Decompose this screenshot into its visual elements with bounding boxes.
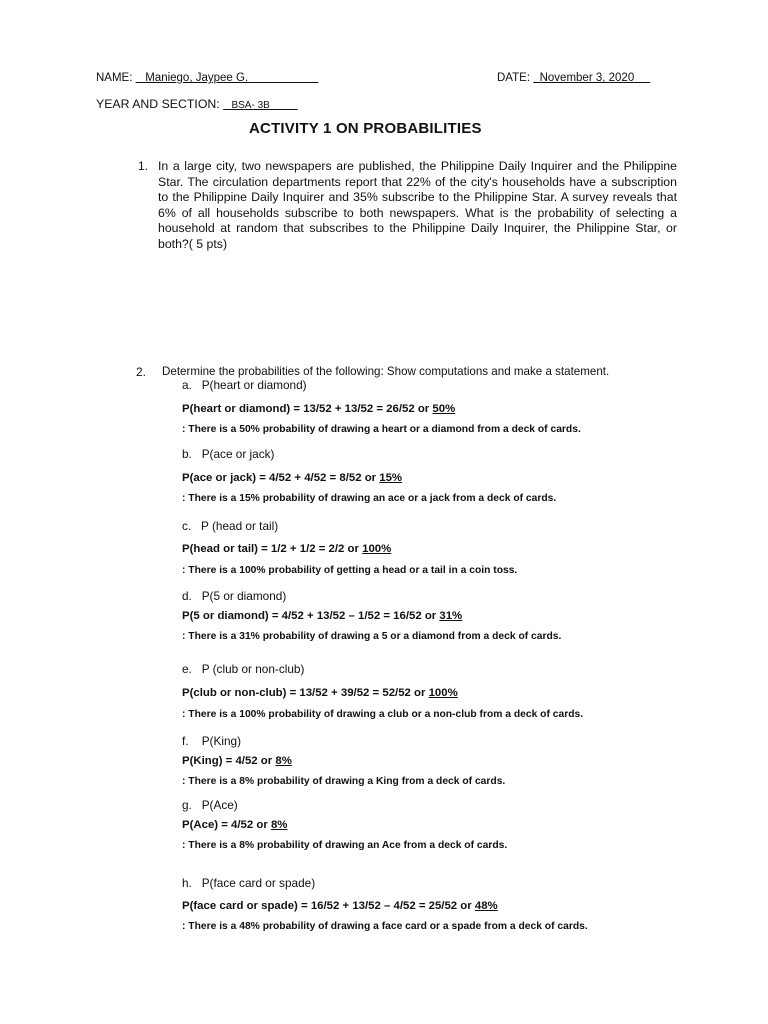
item-h-answer: 48%	[474, 900, 498, 912]
item-b-answer: 15%	[379, 472, 403, 484]
year-label: YEAR AND SECTION:	[96, 97, 220, 111]
name-value: Maniego, Jaypee G.	[145, 72, 249, 84]
item-c-answer: 100%	[362, 543, 392, 555]
item-g-statement: : There is a 8% probability of drawing an Ace from a deck of cards.	[182, 840, 508, 851]
item-d-label: d. P(5 or diamond)	[182, 589, 287, 603]
item-a-equation: P(heart or diamond) = 13/52 + 13/52 = 26/52 or 50%	[182, 403, 456, 415]
q2-intro: Determine the probabilities of the following: Show computations and make a statement.	[162, 365, 610, 378]
item-c-statement: : There is a 100% probability of getting a head or a tail in a coin toss.	[182, 565, 518, 576]
item-e-label: e. P (club or non-club)	[182, 662, 305, 676]
item-f-equation: P(King) = 4/52 or 8%	[182, 755, 292, 767]
item-g-equation: P(Ace) = 4/52 or 8%	[182, 819, 288, 831]
date-value: November 3, 2020	[539, 72, 635, 84]
item-b-equation: P(ace or jack) = 4/52 + 4/52 = 8/52 or 15%	[182, 472, 403, 484]
item-d-answer: 31%	[439, 610, 463, 622]
q1-number: 1.	[138, 159, 149, 173]
item-h-statement: : There is a 48% probability of drawing a face card or a spade from a deck of cards.	[182, 921, 588, 932]
item-c-equation: P(head or tail) = 1/2 + 1/2 = 2/2 or 100%	[182, 543, 392, 555]
item-f-label: f. P(King)	[182, 734, 242, 748]
name-label: NAME:	[96, 72, 133, 84]
date-label: DATE:	[497, 72, 531, 84]
item-a-answer: 50%	[432, 403, 456, 415]
item-e-equation: P(club or non-club) = 13/52 + 39/52 = 52/52 or 100%	[182, 687, 458, 699]
item-c-label: c. P (head or tail)	[182, 519, 279, 533]
item-b-label: b. P(ace or jack)	[182, 447, 275, 461]
name-line	[96, 72, 318, 84]
item-d-equation: P(5 or diamond) = 4/52 + 13/52 – 1/52 = 16/52 or 31%	[182, 610, 463, 622]
year-value: BSA- 3B	[231, 100, 270, 111]
page-title: ACTIVITY 1 ON PROBABILITIES	[249, 120, 482, 137]
item-f-answer: 8%	[275, 755, 292, 767]
item-h-equation: P(face card or spade) = 16/52 + 13/52 – 4/52 = 25/52 or 48%	[182, 900, 498, 912]
year-section-line	[96, 97, 298, 111]
q1-text: In a large city, two newspapers are published, the Philippine Daily Inquirer and the Philippine Star. The circulation departments report that 22% of the city's households have a subscription to the Philippine Daily Inquirer and 35% subscribe to the Philippine Star. A survey reveals that 6% of all households subscribe to both newspapers. What is the probability of selecting a household at random that subscribes to the Philippine Daily Inquirer, the Philippine Star, or both?( 5 pts)	[158, 159, 677, 251]
item-e-answer: 100%	[428, 687, 458, 699]
item-g-answer: 8%	[270, 819, 288, 831]
item-d-statement: : There is a 31% probability of drawing a 5 or a diamond from a deck of cards.	[182, 631, 562, 642]
item-e-statement: : There is a 100% probability of drawing a club or a non-club from a deck of cards.	[182, 709, 584, 720]
date-line	[497, 72, 650, 84]
item-h-label: h. P(face card or spade)	[182, 876, 316, 890]
item-g-label: g. P(Ace)	[182, 798, 238, 812]
item-b-statement: : There is a 15% probability of drawing an ace or a jack from a deck of cards.	[182, 493, 557, 504]
item-a-statement: : There is a 50% probability of drawing a heart or a diamond from a deck of cards.	[182, 424, 581, 435]
q2-number: 2.	[136, 365, 147, 379]
item-f-statement: : There is a 8% probability of drawing a King from a deck of cards.	[182, 776, 506, 787]
item-a-label: a. P(heart or diamond)	[182, 378, 307, 392]
